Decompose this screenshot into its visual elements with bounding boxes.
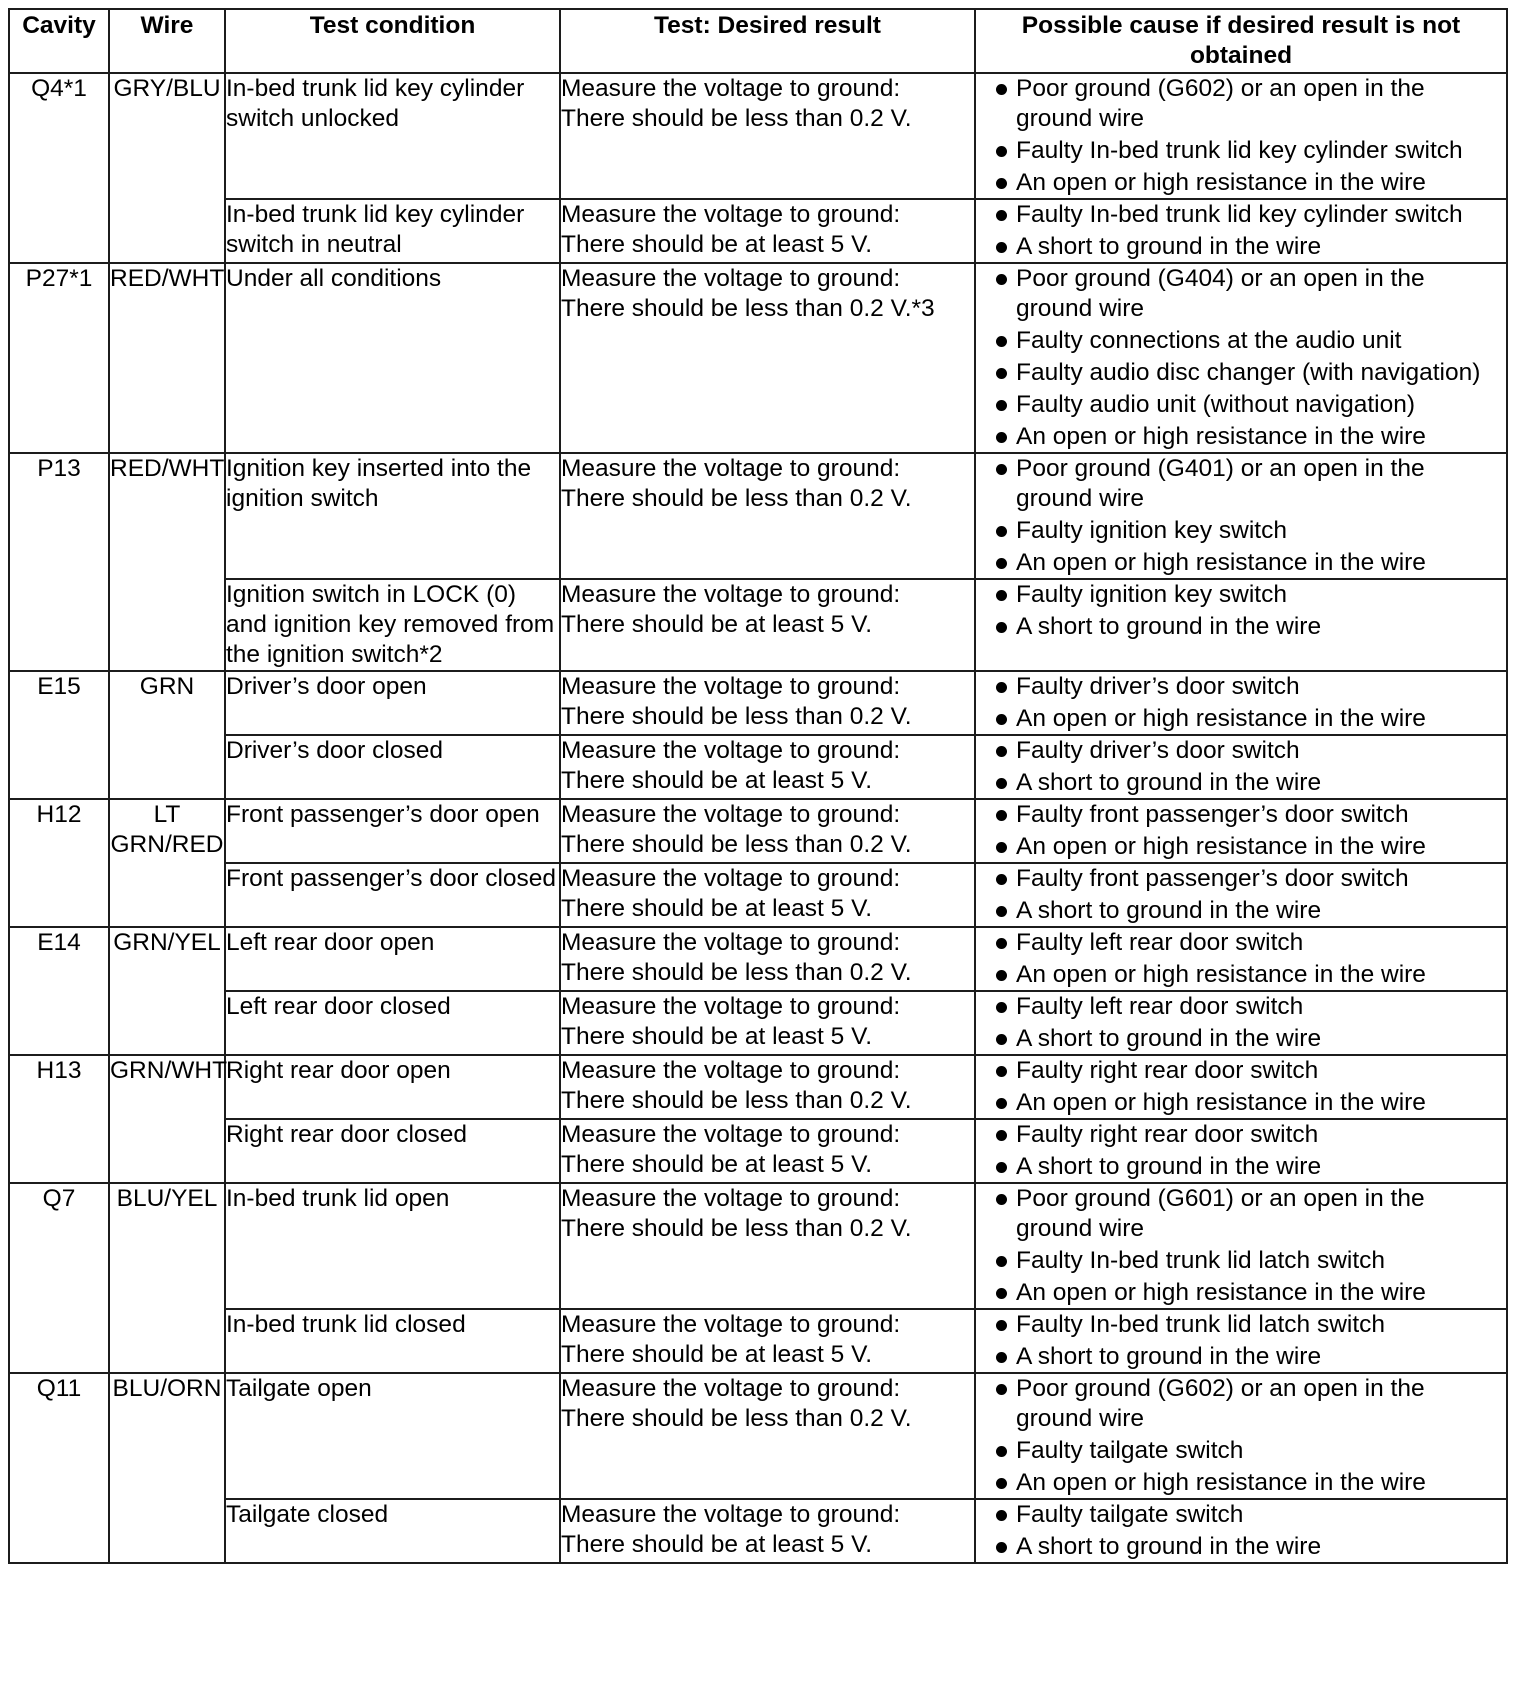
table-row <box>9 73 1507 199</box>
troubleshooting-table-container <box>8 8 1506 1564</box>
troubleshooting-table <box>8 8 1508 1564</box>
cause-text: Faulty In-bed trunk lid latch switch <box>1016 1247 1386 1274</box>
cause-text: A short to ground in the wire <box>1016 897 1322 924</box>
test-condition-cell: Tailgate open <box>225 1373 560 1499</box>
cause-item <box>976 1500 1506 1530</box>
cavity-cell: E14 <box>9 927 109 1055</box>
header-test-condition: Test condition <box>225 9 560 73</box>
cause-item <box>976 1468 1506 1498</box>
desired-result-line: Measure the voltage to ground: <box>561 1375 901 1402</box>
cause-item <box>976 168 1506 198</box>
possible-cause-cell <box>975 1183 1507 1309</box>
cause-text: An open or high resistance in the wire <box>1016 833 1426 860</box>
bullet-icon <box>996 970 1007 981</box>
bullet-icon <box>996 336 1007 347</box>
bullet-icon <box>996 84 1007 95</box>
desired-result-line: Measure the voltage to ground: <box>561 265 901 292</box>
cavity-cell: P13 <box>9 453 109 671</box>
cause-item <box>976 1024 1506 1054</box>
desired-result-line: There should be at least 5 V. <box>561 1151 872 1178</box>
desired-result-line: Measure the voltage to ground: <box>561 737 901 764</box>
desired-result-line: There should be at least 5 V. <box>561 611 872 638</box>
bullet-icon <box>996 1066 1007 1077</box>
desired-result-line: Measure the voltage to ground: <box>561 581 901 608</box>
cause-text: Faulty In-bed trunk lid key cylinder switch <box>1016 201 1463 228</box>
cavity-cell: P27*1 <box>9 263 109 453</box>
possible-cause-cell <box>975 735 1507 799</box>
table-row <box>9 991 1507 1055</box>
table-row <box>9 927 1507 991</box>
bullet-icon <box>996 1034 1007 1045</box>
cause-item <box>976 768 1506 798</box>
desired-result-cell <box>560 199 975 263</box>
desired-result-line: Measure the voltage to ground: <box>561 1311 901 1338</box>
possible-cause-cell <box>975 73 1507 199</box>
wire-cell: GRN/WHT <box>109 1055 225 1183</box>
cause-text: Faulty right rear door switch <box>1016 1121 1319 1148</box>
header-desired-result: Test: Desired result <box>560 9 975 73</box>
cause-text: Faulty tailgate switch <box>1016 1437 1244 1464</box>
desired-result-line: Measure the voltage to ground: <box>561 801 901 828</box>
bullet-icon <box>996 558 1007 569</box>
bullet-icon <box>996 810 1007 821</box>
cause-text: Faulty driver’s door switch <box>1016 673 1300 700</box>
cause-item <box>976 1342 1506 1372</box>
bullet-icon <box>996 464 1007 475</box>
cause-text: Faulty audio unit (without navigation) <box>1016 391 1416 418</box>
cause-item <box>976 358 1506 388</box>
cause-item <box>976 1374 1506 1434</box>
possible-cause-cell <box>975 991 1507 1055</box>
desired-result-cell <box>560 671 975 735</box>
cause-text: A short to ground in the wire <box>1016 1153 1322 1180</box>
desired-result-cell <box>560 1373 975 1499</box>
desired-result-line: There should be at least 5 V. <box>561 231 872 258</box>
cause-text: An open or high resistance in the wire <box>1016 169 1426 196</box>
cause-text: Faulty tailgate switch <box>1016 1501 1244 1528</box>
desired-result-cell <box>560 1309 975 1373</box>
test-condition-cell: Under all conditions <box>225 263 560 453</box>
desired-result-line: There should be less than 0.2 V. <box>561 485 912 512</box>
table-row <box>9 1183 1507 1309</box>
cause-text: Poor ground (G404) or an open in the ground wire <box>1016 265 1425 322</box>
cause-item <box>976 516 1506 546</box>
cause-item <box>976 1056 1506 1086</box>
cause-list <box>976 736 1506 798</box>
cause-list <box>976 1500 1506 1562</box>
desired-result-line: There should be at least 5 V. <box>561 1023 872 1050</box>
test-condition-cell: Ignition switch in LOCK (0) and ignition key removed from the ignition switch*2 <box>225 579 560 671</box>
desired-result-cell <box>560 1055 975 1119</box>
desired-result-line: Measure the voltage to ground: <box>561 929 901 956</box>
table-row <box>9 263 1507 453</box>
desired-result-line: There should be less than 0.2 V. <box>561 703 912 730</box>
cause-item <box>976 74 1506 134</box>
bullet-icon <box>996 368 1007 379</box>
cause-text: Faulty In-bed trunk lid latch switch <box>1016 1311 1386 1338</box>
cavity-cell: Q7 <box>9 1183 109 1373</box>
wire-cell: GRN <box>109 671 225 799</box>
cause-item <box>976 612 1506 642</box>
desired-result-line: There should be less than 0.2 V. <box>561 959 912 986</box>
cause-list <box>976 1056 1506 1118</box>
cause-text: Faulty driver’s door switch <box>1016 737 1300 764</box>
cause-item <box>976 136 1506 166</box>
cavity-cell: Q11 <box>9 1373 109 1563</box>
desired-result-cell <box>560 73 975 199</box>
bullet-icon <box>996 1542 1007 1553</box>
cause-text: Faulty ignition key switch <box>1016 517 1287 544</box>
cause-item <box>976 422 1506 452</box>
cause-text: Poor ground (G602) or an open in the ground wire <box>1016 1375 1425 1432</box>
desired-result-line: There should be less than 0.2 V. <box>561 1215 912 1242</box>
cause-item <box>976 1246 1506 1276</box>
table-row <box>9 453 1507 579</box>
cause-list <box>976 580 1506 642</box>
bullet-icon <box>996 1288 1007 1299</box>
cause-text: Faulty audio disc changer (with navigation) <box>1016 359 1481 386</box>
cause-list <box>976 200 1506 262</box>
wire-cell: BLU/YEL <box>109 1183 225 1373</box>
cause-text: A short to ground in the wire <box>1016 233 1322 260</box>
cause-list <box>976 454 1506 578</box>
test-condition-cell: In-bed trunk lid open <box>225 1183 560 1309</box>
cause-item <box>976 390 1506 420</box>
desired-result-cell <box>560 263 975 453</box>
desired-result-line: Measure the voltage to ground: <box>561 455 901 482</box>
cause-text: An open or high resistance in the wire <box>1016 1279 1426 1306</box>
desired-result-cell <box>560 799 975 863</box>
test-condition-cell: Tailgate closed <box>225 1499 560 1563</box>
cause-item <box>976 326 1506 356</box>
cause-list <box>976 800 1506 862</box>
desired-result-line: Measure the voltage to ground: <box>561 1501 901 1528</box>
cause-text: Poor ground (G602) or an open in the ground wire <box>1016 75 1425 132</box>
cause-text: Faulty left rear door switch <box>1016 993 1304 1020</box>
cause-item <box>976 832 1506 862</box>
cause-text: Faulty right rear door switch <box>1016 1057 1319 1084</box>
possible-cause-cell <box>975 199 1507 263</box>
possible-cause-cell <box>975 1119 1507 1183</box>
cause-text: An open or high resistance in the wire <box>1016 705 1426 732</box>
possible-cause-cell <box>975 1055 1507 1119</box>
bullet-icon <box>996 274 1007 285</box>
cause-text: An open or high resistance in the wire <box>1016 423 1426 450</box>
bullet-icon <box>996 526 1007 537</box>
bullet-icon <box>996 210 1007 221</box>
test-condition-cell: Right rear door open <box>225 1055 560 1119</box>
possible-cause-cell <box>975 453 1507 579</box>
desired-result-line: Measure the voltage to ground: <box>561 993 901 1020</box>
bullet-icon <box>996 400 1007 411</box>
cause-item <box>976 896 1506 926</box>
test-condition-cell: Right rear door closed <box>225 1119 560 1183</box>
cause-text: An open or high resistance in the wire <box>1016 549 1426 576</box>
desired-result-line: There should be at least 5 V. <box>561 1531 872 1558</box>
table-row <box>9 863 1507 927</box>
bullet-icon <box>996 682 1007 693</box>
bullet-icon <box>996 1098 1007 1109</box>
desired-result-line: Measure the voltage to ground: <box>561 1121 901 1148</box>
cause-text: A short to ground in the wire <box>1016 769 1322 796</box>
cause-item <box>976 1436 1506 1466</box>
desired-result-line: There should be less than 0.2 V. <box>561 105 912 132</box>
bullet-icon <box>996 178 1007 189</box>
header-wire: Wire <box>109 9 225 73</box>
cause-item <box>976 264 1506 324</box>
cause-text: An open or high resistance in the wire <box>1016 1469 1426 1496</box>
bullet-icon <box>996 1352 1007 1363</box>
bullet-icon <box>996 1162 1007 1173</box>
cause-item <box>976 1088 1506 1118</box>
table-row <box>9 1055 1507 1119</box>
bullet-icon <box>996 1194 1007 1205</box>
cavity-cell: Q4*1 <box>9 73 109 263</box>
bullet-icon <box>996 874 1007 885</box>
cause-text: Faulty connections at the audio unit <box>1016 327 1402 354</box>
table-row <box>9 671 1507 735</box>
cause-text: Faulty In-bed trunk lid key cylinder switch <box>1016 137 1463 164</box>
desired-result-line: There should be less than 0.2 V.*3 <box>561 295 935 322</box>
desired-result-cell <box>560 1119 975 1183</box>
desired-result-cell <box>560 863 975 927</box>
cause-list <box>976 864 1506 926</box>
possible-cause-cell <box>975 1499 1507 1563</box>
table-row <box>9 735 1507 799</box>
wire-cell: LT GRN/RED <box>109 799 225 927</box>
wire-cell: BLU/ORN <box>109 1373 225 1563</box>
desired-result-line: There should be less than 0.2 V. <box>561 1405 912 1432</box>
desired-result-line: Measure the voltage to ground: <box>561 75 901 102</box>
cause-item <box>976 232 1506 262</box>
cause-text: A short to ground in the wire <box>1016 1025 1322 1052</box>
bullet-icon <box>996 1320 1007 1331</box>
possible-cause-cell <box>975 671 1507 735</box>
test-condition-cell: Driver’s door open <box>225 671 560 735</box>
cause-item <box>976 1120 1506 1150</box>
test-condition-cell: Front passenger’s door open <box>225 799 560 863</box>
desired-result-line: There should be at least 5 V. <box>561 767 872 794</box>
cause-text: Faulty ignition key switch <box>1016 581 1287 608</box>
cause-item <box>976 928 1506 958</box>
possible-cause-cell <box>975 927 1507 991</box>
bullet-icon <box>996 146 1007 157</box>
desired-result-line: There should be at least 5 V. <box>561 1341 872 1368</box>
possible-cause-cell <box>975 1309 1507 1373</box>
cause-item <box>976 736 1506 766</box>
header-row <box>9 9 1507 73</box>
wire-cell: RED/WHT <box>109 453 225 671</box>
table-row <box>9 1373 1507 1499</box>
wire-cell: GRN/YEL <box>109 927 225 1055</box>
possible-cause-cell <box>975 1373 1507 1499</box>
desired-result-line: Measure the voltage to ground: <box>561 865 901 892</box>
table-row <box>9 1499 1507 1563</box>
cause-item <box>976 864 1506 894</box>
table-row <box>9 1309 1507 1373</box>
cause-item <box>976 704 1506 734</box>
desired-result-cell <box>560 579 975 671</box>
cause-text: Faulty front passenger’s door switch <box>1016 865 1409 892</box>
test-condition-cell: Driver’s door closed <box>225 735 560 799</box>
desired-result-line: There should be less than 0.2 V. <box>561 831 912 858</box>
cause-list <box>976 74 1506 198</box>
test-condition-cell: In-bed trunk lid closed <box>225 1309 560 1373</box>
table-body <box>9 73 1507 1563</box>
bullet-icon <box>996 1384 1007 1395</box>
cause-text: Faulty front passenger’s door switch <box>1016 801 1409 828</box>
cause-list <box>976 928 1506 990</box>
cause-item <box>976 1310 1506 1340</box>
cause-item <box>976 800 1506 830</box>
cause-text: A short to ground in the wire <box>1016 1533 1322 1560</box>
table-row <box>9 1119 1507 1183</box>
desired-result-line: Measure the voltage to ground: <box>561 1185 901 1212</box>
bullet-icon <box>996 1446 1007 1457</box>
bullet-icon <box>996 778 1007 789</box>
cause-item <box>976 200 1506 230</box>
bullet-icon <box>996 746 1007 757</box>
cause-text: Poor ground (G401) or an open in the ground wire <box>1016 455 1425 512</box>
possible-cause-cell <box>975 799 1507 863</box>
table-row <box>9 199 1507 263</box>
desired-result-cell <box>560 1499 975 1563</box>
bullet-icon <box>996 622 1007 633</box>
wire-cell: GRY/BLU <box>109 73 225 263</box>
cause-list <box>976 992 1506 1054</box>
cause-text: An open or high resistance in the wire <box>1016 961 1426 988</box>
desired-result-line: Measure the voltage to ground: <box>561 201 901 228</box>
bullet-icon <box>996 1256 1007 1267</box>
header-cavity: Cavity <box>9 9 109 73</box>
header-possible-cause: Possible cause if desired result is not obtained <box>975 9 1507 73</box>
cause-list <box>976 1374 1506 1498</box>
test-condition-cell: In-bed trunk lid key cylinder switch in neutral <box>225 199 560 263</box>
table-row <box>9 579 1507 671</box>
desired-result-line: There should be at least 5 V. <box>561 895 872 922</box>
test-condition-cell: Left rear door open <box>225 927 560 991</box>
test-condition-cell: Left rear door closed <box>225 991 560 1055</box>
cause-item <box>976 580 1506 610</box>
cause-text: Faulty left rear door switch <box>1016 929 1304 956</box>
bullet-icon <box>996 1510 1007 1521</box>
cause-item <box>976 960 1506 990</box>
bullet-icon <box>996 842 1007 853</box>
cause-item <box>976 548 1506 578</box>
bullet-icon <box>996 590 1007 601</box>
table-row <box>9 799 1507 863</box>
bullet-icon <box>996 1478 1007 1489</box>
cause-text: A short to ground in the wire <box>1016 613 1322 640</box>
cause-list <box>976 1184 1506 1308</box>
possible-cause-cell <box>975 579 1507 671</box>
cause-item <box>976 1278 1506 1308</box>
test-condition-cell: Ignition key inserted into the ignition switch <box>225 453 560 579</box>
cause-item <box>976 1152 1506 1182</box>
cause-item <box>976 1184 1506 1244</box>
cause-item <box>976 454 1506 514</box>
bullet-icon <box>996 1002 1007 1013</box>
cavity-cell: E15 <box>9 671 109 799</box>
bullet-icon <box>996 242 1007 253</box>
bullet-icon <box>996 938 1007 949</box>
bullet-icon <box>996 432 1007 443</box>
cause-list <box>976 672 1506 734</box>
test-condition-cell: In-bed trunk lid key cylinder switch unlocked <box>225 73 560 199</box>
cause-list <box>976 1120 1506 1182</box>
desired-result-cell <box>560 927 975 991</box>
desired-result-line: There should be less than 0.2 V. <box>561 1087 912 1114</box>
desired-result-cell <box>560 991 975 1055</box>
wire-cell: RED/WHT <box>109 263 225 453</box>
cause-item <box>976 672 1506 702</box>
possible-cause-cell <box>975 863 1507 927</box>
cause-item <box>976 992 1506 1022</box>
cavity-cell: H13 <box>9 1055 109 1183</box>
bullet-icon <box>996 714 1007 725</box>
desired-result-line: Measure the voltage to ground: <box>561 1057 901 1084</box>
desired-result-cell <box>560 735 975 799</box>
desired-result-cell <box>560 1183 975 1309</box>
cause-text: A short to ground in the wire <box>1016 1343 1322 1370</box>
cause-list <box>976 264 1506 452</box>
cause-text: Poor ground (G601) or an open in the ground wire <box>1016 1185 1425 1242</box>
possible-cause-cell <box>975 263 1507 453</box>
desired-result-cell <box>560 453 975 579</box>
test-condition-cell: Front passenger’s door closed <box>225 863 560 927</box>
bullet-icon <box>996 1130 1007 1141</box>
desired-result-line: Measure the voltage to ground: <box>561 673 901 700</box>
cavity-cell: H12 <box>9 799 109 927</box>
bullet-icon <box>996 906 1007 917</box>
cause-item <box>976 1532 1506 1562</box>
cause-text: An open or high resistance in the wire <box>1016 1089 1426 1116</box>
cause-list <box>976 1310 1506 1372</box>
